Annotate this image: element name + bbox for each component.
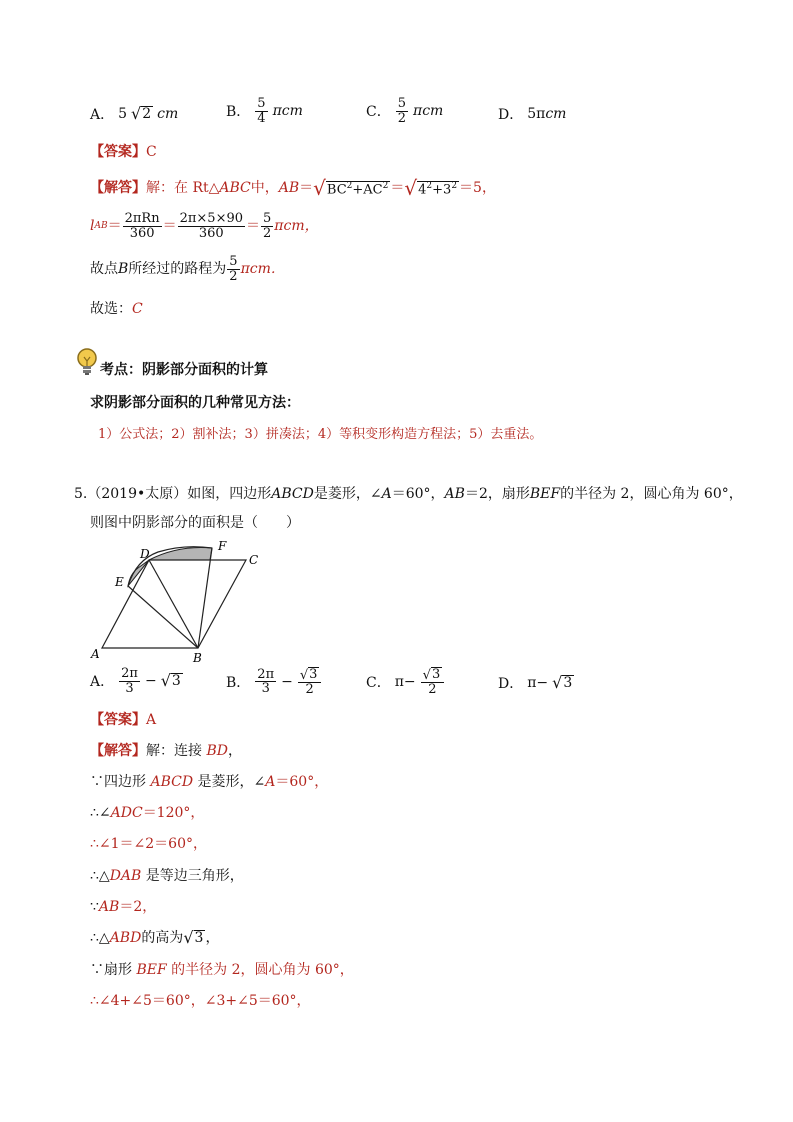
label-d: D [140,547,150,561]
label-f: F [218,539,227,553]
q4-choose [90,302,143,316]
point-name: B [118,261,129,278]
q5-solution-line-1 [90,744,242,758]
q4-option-d [498,104,566,124]
sqrt-expression: √ 2 [131,104,152,124]
solution-text: ∵扇形 [90,962,137,978]
fraction-den: 3 [261,681,270,697]
option-letter: C． [366,674,391,691]
q5-solution-line-5 [90,869,244,883]
path-text: 故点 [90,261,118,278]
q5-solution-line-7 [90,930,219,946]
answer-label: 【答案】 [90,144,146,160]
solution-text: 中， [250,180,279,196]
kaodian-methods-title: 求阴影部分面积的几种常见方法： [90,395,300,411]
solution-text: 的半径为 2，圆心角为 60°， [166,962,354,978]
option-pi: π− [527,675,549,691]
sqrt-arg: 3 [431,667,441,682]
solution-text: ∴△ [90,868,110,884]
fraction-num: 5 [263,211,272,226]
choose-label: 故选： [90,301,132,317]
sqrt-arg: 3 [563,674,573,691]
segment-bd [149,560,198,648]
q4-solution-line-1 [90,178,496,198]
option-letter: B． [226,104,251,121]
fraction-den: 2 [428,682,437,698]
q5-figure [88,538,268,669]
fraction-den: 360 [198,225,224,241]
fraction-num: 5 [229,254,238,269]
segment-bf [198,548,212,648]
minus: − [281,673,293,690]
solution-text: ＝60°， [275,774,329,790]
label-b: B [193,651,202,665]
q4-option-c [366,97,443,125]
equals: ＝ [246,218,261,235]
rhombus-figure [88,538,268,666]
sqrt-arg: 3 [171,672,181,689]
sqrt-expression: √ $4^2+3^2$ [404,176,458,200]
sqrt-arg: 3 [194,930,204,946]
sector-name: BEF [136,962,167,978]
solution-text: ＝2， [119,899,157,915]
solution-text: 解：连接 [146,743,207,759]
equals: ＝ [162,218,177,235]
sector-name: BEF [529,486,561,502]
option-pi: π− [394,673,416,690]
fraction [119,667,140,695]
option-text: 5π [527,106,546,122]
fraction-den: 2 [305,682,314,698]
path-end: πcm． [240,261,285,278]
q5-stem-line-2: 则图中阴影部分的面积是（ ） [90,515,300,531]
solution-text: ＝120°， [142,805,205,821]
angle-name: ADC [110,805,143,821]
sqrt-term: BC [326,182,347,198]
sqrt-expression: √ 3 [552,673,573,693]
option-letter: D． [498,676,524,692]
solution-text: ∵ [90,899,99,915]
fraction-den: 2 [263,225,272,241]
triangle-name: ABD [109,930,142,947]
q5-answer [90,713,156,727]
sqrt-term: 4 [418,182,427,198]
q5-solution-line-3 [90,806,204,820]
fraction-den: 360 [129,225,155,241]
segment-name: AB [444,486,465,502]
sqrt-expression: √ 3 [160,671,181,691]
segment-name: BD [206,743,228,759]
solution-text: ， [227,743,242,759]
q5-solution-line-4: ∴∠1＝∠2＝60°， [90,836,207,852]
fraction [261,212,273,240]
option-unit: πcm [413,103,444,120]
sqrt-expression: √ $BC^2+AC^2$ [313,176,389,200]
fraction [396,97,408,125]
arc-symbol: l [90,218,95,235]
kaodian-methods: 1）公式法；2）割补法；3）拼凑法；4）等积变形构造方程法；5）去重法。 [98,427,543,442]
fraction-num: 2π [121,666,138,681]
solution-result: ＝5， [459,180,496,196]
fraction-num: 5 [397,96,406,111]
q4-answer [90,145,157,159]
solution-text: ∵四边形 [90,774,151,790]
angle-name: A [381,486,392,502]
q4-option-a [90,104,178,124]
option-letter: D． [498,107,524,123]
fraction-den: 3 [125,680,134,696]
fraction [178,212,245,240]
stem-text: 是菱形，∠ [313,486,382,502]
path-text: 所经过的路程为 [128,261,227,278]
fraction-den: 4 [257,110,266,126]
triangle-name: ABC [219,180,251,196]
solution-text: 是等边三角形， [141,868,244,884]
sqrt-expression: √ 3 [183,928,204,948]
sqrt-term: +3 [432,182,452,198]
option-unit: cm [157,106,179,122]
solution-label: 【解答】 [90,180,146,196]
angle-name: A [265,774,276,790]
sqrt-term: +AC [352,182,383,198]
label-e: E [115,575,124,589]
sqrt-arg: 2 [142,105,152,122]
equals: ＝ [299,180,314,196]
fraction-num: 2π [257,666,275,682]
triangle-name: DAB [109,868,142,884]
fraction-den: 2 [229,268,238,284]
fraction-num: 2π×5×90 [179,211,244,226]
kaodian-title: 考点：阴影部分面积的计算 [100,362,268,378]
segment-name: AB [98,899,120,915]
answer-value: C [146,144,157,160]
arc-subscript: AB [94,220,108,231]
option-letter: A． [90,107,115,123]
solution-label: 【解答】 [90,743,146,759]
q4-option-b [226,97,303,125]
option-letter: B． [226,674,251,691]
option-unit: πcm [272,103,303,120]
q4-arc-length-line [90,212,319,240]
shaded-region-top [149,548,212,561]
option-letter: A． [90,674,115,691]
fraction: √ 3 2 [421,667,445,697]
q5-solution-line-2 [90,775,328,789]
option-letter: C． [366,104,391,121]
q5-solution-line-9: ∴∠4+∠5＝60°，∠3+∠5＝60°， [90,993,311,1009]
choose-value: C [132,301,143,317]
fraction [123,212,162,240]
fraction [255,668,276,696]
quad-name: ABCD [271,486,314,502]
stem-text: 如图，四边形 [187,486,272,502]
q5-stem-line-1 [74,487,743,501]
option-coef: 5 [118,106,128,122]
stem-text: 的半径为 2，圆心角为 60°， [560,486,743,502]
arc-end: πcm， [274,218,319,235]
solution-text: 的高为 [141,930,184,947]
segment-name: AB [278,180,300,196]
fraction [255,97,267,125]
shaded-region-left [128,560,149,586]
question-source: （2019•太原） [87,486,188,502]
solution-text: ∴∠ [90,805,111,821]
option-unit: cm [545,106,567,122]
answer-label: 【答案】 [90,712,146,728]
segment-be [128,586,198,648]
q5-solution-line-8 [90,963,354,977]
q4-path-line [90,255,285,283]
label-c: C [249,553,259,567]
stem-text: ＝2，扇形 [464,486,530,502]
label-a: A [91,647,100,661]
answer-value: A [146,712,157,728]
q5-solution-line-6 [90,900,156,914]
solution-text: ∴△ [90,930,110,947]
fraction-num: 2πRn [124,211,160,226]
stem-text: ＝60°， [391,486,445,502]
q5-option-a [90,667,183,695]
q5-option-d [498,673,574,693]
lightbulb-icon [76,347,98,380]
solution-text: 解：在 Rt△ [146,180,220,196]
solution-text: ， [205,930,220,947]
q5-option-b [226,667,322,697]
fraction-num: 5 [257,96,266,111]
equals: ＝ [107,218,122,235]
fraction-den: 2 [397,110,406,126]
q5-option-c [366,667,445,697]
equals: ＝ [390,180,405,196]
fraction: √ 3 2 [298,667,322,697]
question-number: 5. [74,486,88,502]
minus: − [144,673,157,690]
solution-text: 是菱形，∠ [193,774,266,790]
sqrt-arg: 3 [309,667,318,682]
quad-name: ABCD [150,774,194,790]
fraction [227,255,239,283]
